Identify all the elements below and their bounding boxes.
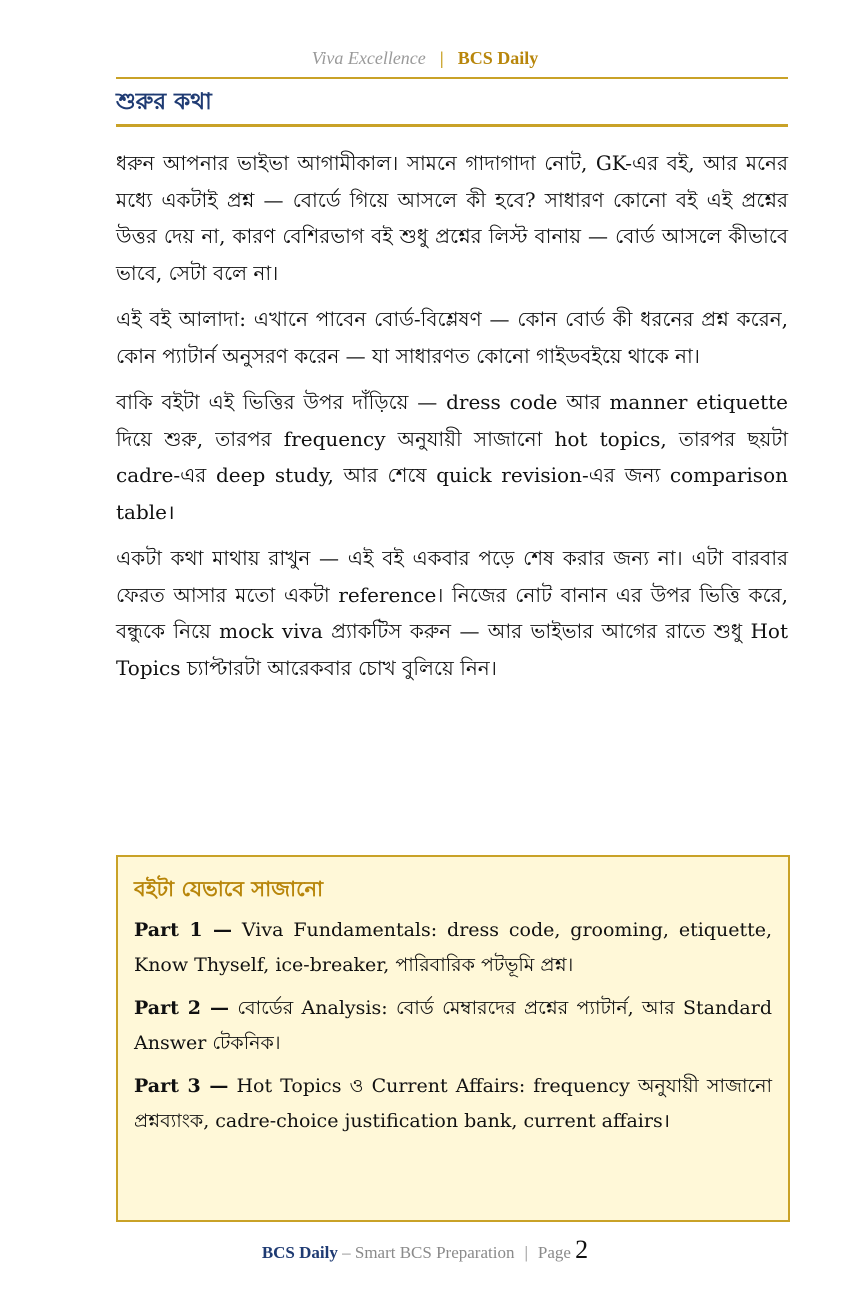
footer-tagline: – Smart BCS Preparation (342, 1243, 515, 1262)
part-2-label: Part 2 — (134, 997, 229, 1019)
part-2-item (134, 991, 772, 1061)
running-header (0, 46, 850, 70)
box-title: বইটা যেভাবে সাজানো (134, 877, 324, 901)
part-3-text: Hot Topics ও Current Affairs: frequency অনুযায়ী সাজানো প্রশ্নব্যাংক, cadre-choice justification bank, current affairs। (134, 1075, 772, 1132)
footer-page-label: Page (537, 1243, 571, 1262)
section-title: শুরুর কথা (116, 89, 212, 115)
part-1-label: Part 1 — (134, 919, 233, 941)
footer-brand: BCS Daily (261, 1243, 338, 1262)
section-title-underline (116, 124, 788, 127)
header-rule (116, 77, 788, 79)
part-1-item (134, 913, 772, 983)
header-brand: BCS Daily (457, 48, 539, 68)
page-footer (0, 1234, 850, 1269)
part-1-text: Viva Fundamentals: dress code, grooming, etiquette, Know Thyself, ice-breaker, পারিবারিক পটভূমি প্রশ্ন। (134, 919, 772, 976)
part-3-item (134, 1069, 772, 1139)
footer-page-number: 2 (575, 1235, 589, 1264)
paragraph-3: বাকি বইটা এই ভিত্তির উপর দাঁড়িয়ে — dress code আর manner etiquette দিয়ে শুরু, তারপর frequency অনুযায়ী সাজানো hot topics, তারপর ছয়টা cadre-এর deep study, আর শেষে quick revision-এর জন্য comparison table। (116, 390, 788, 524)
body-text (116, 145, 788, 696)
header-separator: | (439, 48, 444, 68)
paragraph-1: ধরুন আপনার ভাইভা আগামীকাল। সামনে গাদাগাদা নোট, GK-এর বই, আর মনের মধ্যে একটাই প্রশ্ন — বোর্ডে গিয়ে আসলে কী হবে? সাধারণ কোনো বই এই প্রশ্নের উত্তর দেয় না, কারণ বেশিরভাগ বই শুধু প্রশ্নের লিস্ট বানায় — বোর্ড আসলে কীভাবে ভাবে, সেটা বলে না। (116, 151, 788, 285)
part-2-text: বোর্ডের Analysis: বোর্ড মেম্বারদের প্রশ্নের প্যাটার্ন, আর Standard Answer টেকনিক। (134, 997, 772, 1054)
header-series-title: Viva Excellence (311, 48, 426, 68)
footer-separator: | (524, 1243, 528, 1262)
paragraph-4: একটা কথা মাথায় রাখুন — এই বই একবার পড়ে শেষ করার জন্য না। এটা বারবার ফেরত আসার মতো একটা reference। নিজের নোট বানান এর উপর ভিত্তি করে, বন্ধুকে নিয়ে mock viva প্র্যাকটিস করুন — আর ভাইভার আগের রাতে শুধু Hot Topics চ্যাপ্টারটা আরেকবার চোখ বুলিয়ে নিন। (116, 546, 788, 680)
book-structure-box (116, 855, 790, 1222)
part-3-label: Part 3 — (134, 1075, 229, 1097)
paragraph-2: এই বই আলাদা: এখানে পাবেন বোর্ড-বিশ্লেষণ — কোন বোর্ড কী ধরনের প্রশ্ন করেন, কোন প্যাটার্ন অনুসরণ করেন — যা সাধারণত কোনো গাইডবইয়ে থাকে না। (116, 307, 788, 368)
